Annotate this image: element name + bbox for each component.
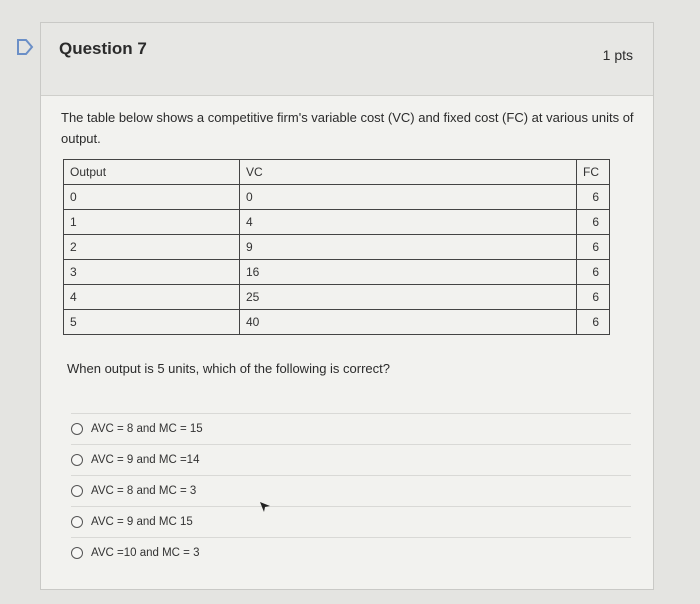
answer-label: AVC = 8 and MC = 3 [91, 485, 197, 497]
cell-output: 1 [64, 210, 240, 235]
cell-output: 2 [64, 235, 240, 260]
answer-list [71, 413, 631, 568]
header-fc: FC [577, 160, 610, 185]
header-output: Output [64, 160, 240, 185]
question-points: 1 pts [602, 47, 633, 63]
radio-button[interactable] [71, 547, 83, 559]
table-header-row [64, 160, 610, 185]
answer-label: AVC = 8 and MC = 15 [91, 423, 203, 435]
cell-output: 5 [64, 310, 240, 335]
radio-button[interactable] [71, 454, 83, 466]
cell-vc: 4 [240, 210, 577, 235]
cell-fc: 6 [577, 260, 610, 285]
pointer-cursor-icon [258, 500, 272, 519]
cell-output: 0 [64, 185, 240, 210]
cell-vc: 25 [240, 285, 577, 310]
question-header [41, 23, 653, 96]
cell-output: 3 [64, 260, 240, 285]
table-row [64, 310, 610, 335]
cell-fc: 6 [577, 310, 610, 335]
answer-label: AVC = 9 and MC 15 [91, 516, 193, 528]
table-row [64, 185, 610, 210]
answer-option-1[interactable] [71, 413, 631, 444]
answer-option-2[interactable] [71, 444, 631, 475]
answer-label: AVC =10 and MC = 3 [91, 547, 200, 559]
cell-fc: 6 [577, 210, 610, 235]
question-title: Question 7 [59, 39, 147, 58]
flag-question-icon[interactable] [14, 36, 38, 58]
table-row [64, 235, 610, 260]
cell-fc: 6 [577, 235, 610, 260]
answer-option-3[interactable] [71, 475, 631, 506]
cell-output: 4 [64, 285, 240, 310]
cell-fc: 6 [577, 185, 610, 210]
table-row [64, 260, 610, 285]
question-card [40, 22, 654, 590]
cell-vc: 16 [240, 260, 577, 285]
answer-option-4[interactable] [71, 506, 631, 537]
cell-vc: 0 [240, 185, 577, 210]
table-row [64, 285, 610, 310]
cell-vc: 9 [240, 235, 577, 260]
header-vc: VC [240, 160, 577, 185]
radio-button[interactable] [71, 423, 83, 435]
table-row [64, 210, 610, 235]
cell-vc: 40 [240, 310, 577, 335]
answer-label: AVC = 9 and MC =14 [91, 454, 200, 466]
cell-fc: 6 [577, 285, 610, 310]
cost-table [63, 159, 610, 335]
sub-question: When output is 5 units, which of the following is correct? [67, 361, 390, 376]
question-prompt: The table below shows a competitive firm's variable cost (VC) and fixed cost (FC) at various units of output. [61, 110, 634, 146]
radio-button[interactable] [71, 485, 83, 497]
answer-option-5[interactable] [71, 537, 631, 568]
radio-button[interactable] [71, 516, 83, 528]
